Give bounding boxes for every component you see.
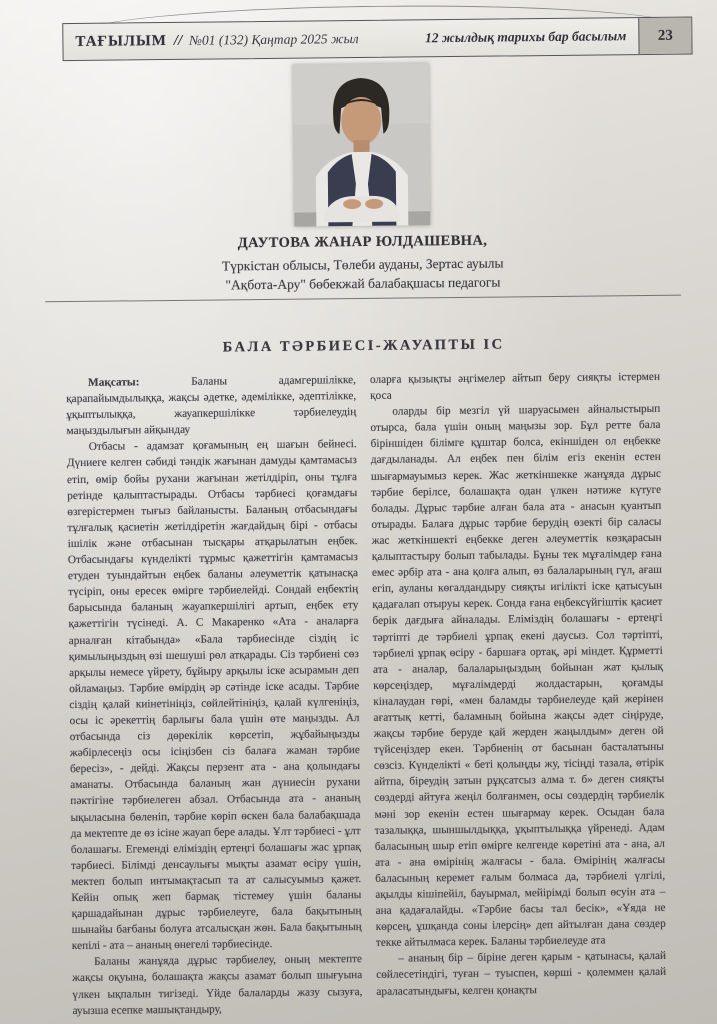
article-paragraph: Отбасы - адамзат қоғамының ең шағын бейнесі. Дүниеге келген сәбиді тәндік жағынан дамуды қамтамасыз етіп, өмір бойы рухани жағынан жетілдіріп, оны тұлға ретінде қалыптастырады. Отбасы тәрбиесі қоғамдағы өзгерістермен тығыз байланысты. Баланың отбасындағы тұлғалық қасиетін жетілдіретін жағдайдың бірі - отбасы ішілік және отбасынан тысқары атқарылатын еңбек. Отбасындағы күнделікті тұрмыс қажеттігін қамтамасыз етуден туындайтын еңбек баланы әлеуметтік қатынасқа түсіріп, оны ересек өмірге тәрбиелейді. Сондай еңбектің барысында баланың жауапкершілігі артып, еңбек ету қажеттігін түсінеді. А. С Макаренко «Ата - аналарға арналған кітабында» «Бала тәрбиесінде сіздің іс қимылыңыздың өзі шешуші рөл атқарады. Сіз тәрбиені сөз арқылы немесе үйрету, бұйыру арқылы іске асырамын деп ойламаңыз. Тәрбие өмірдің әр сәтінде іске асады. Тәрбие сіздің қалай киінетініңіз, сөйлейтініңіз, қалай күлгеніңіз, осы іс әрекеттің барлығы бала үшін өте маңызды. Ал отбасында сіз дөрекілік көрсетіп, жұбайыңызды жәбірлесеңіз осы ісіңізбен сіз балаға жаман тәрбие бересіз», - дейді. Жақсы перзент ата - ана қолындағы аманаты. Отбасында баланың жан дүниесін рухани пәктігіне тәрбиелеген абзал. Отбасында ата - ананың ықыласына бөленіп, тәрбие көріп өскен бала балабақшада да мектепте де өз ісіне жауап бере алады. Ұлт тәрбиесі - ұлт болашағы. Егеменді еліміздің ертеңгі болашағы жас ұрпақ тәрбиесі. Білімді денсаулығы мықты азамат өсіру үшін, мектеп болып интымақтасып та ат салысуымыз қажет. Кейін опық жеп бармақ тістемеу үшін баланы қаршадайынан дұрыс тәрбиелеуге, бала бақытының шынайы бағбаны болуға атсалысқан жөн. Бала бақытының кепілі - ата – ананың өнегелі тәрбиесінде.: [66, 438, 362, 953]
author-block: [62, 231, 663, 296]
goal-paragraph: [66, 372, 357, 439]
article-title: БАЛА ТӘРБИЕСІ-ЖАУАПТЫ ІС: [222, 336, 505, 356]
author-position: "Ақбота-Ару" бөбекжай балабақшасы педагогы: [225, 274, 501, 293]
article-paragraph: оларды бір мезгіл үй шаруасымен айналыстырып отырса, бала үшін оның маңызы зор. Бұл ретте бала біріншіден білімге құштар болса, екіншіден ол еңбекке дағдыланады. Ал еңбек пен білім егіз екенін естен шығармауымыз керек. Жас жеткіншекке жанұяда дұрыс тәрбие берілсе, болашақта одан үлкен нәтиже күтуге болады. Дұрыс тәрбие алған бала ата - анасын қуантып отырады. Балаға дұрыс тәрбие берудің өзекті бір саласы жас жеткіншекті еңбекке деген әлеуметтік көзқарасын қалыптастыру болып табылады. Бұны тек мұғалімдер ғана емес әрбір ата - ана қолға алып, өз балаларының гүл, ағаш егіп, ауланы көгалдандыру сияқты игілікті іске қатысуын қадағалап отыруы керек. Сонда ғана еңбексүйгіштік қасиет берік дағдыға айналады. Еліміздің болашағы - ертеңгі тәртіпті де тәрбиелі ұрпақ екені даусыз. Сол тәртіпті, тәрбиелі ұрпақ өсіру - баршаға ортақ, әрі міндет. Құрметті ата - аналар, балаларыңыздың бойынан жат қылық көрсеңіздер, мұғалімдерді жолдастарын, қоғамды кіналаудан гөрі, «мен баламды тәрбиелеуде қай жерінен ағаттық кетті, баламның бойына жақсы әдет сіңіруде, жақсы тәрбие беруде қай жерден жаңылдым» деген ой түйсеңіздер екен. Тәрбиенің от басынан басталатыны сөзсіз. Күнделікті « беті қолыңды жу, тісіңді тазала, өтірік айтпа, біреудің затын рұқсатсыз алма т. б» деген сияқты сөздерді айтуға жеңіл болғанмен, осы сөздердің тәрбиелік мәні зор екенін естен шығармау керек. Осыдан бала тазалыққа, шыншылдыққа, ұқыптылыққа үйренеді. Адам баласының шыр етіп өмірге келгенде көретіні ата - ана, ал ата - ана өмірінің жалғасы - бала. Өмірінің жалғасы баласының керемет ғалым болмаса да, тәрбиелі үлгілі, ақылды кішіпейіл, бауырмал, мейірімді болып өсуін ата – ана қадағалайды. «Тәрбие басы тал бесік», «Ұяда не көрсең, ұшқанда соны ілерсің» деп айтылған дана сөздер текке айтылмаса керек. Баланы тәрбиелеуде ата: [370, 403, 666, 950]
masthead-title: ТАҒЫЛЫМ: [75, 32, 167, 50]
author-location: Түркістан облысы, Төлеби ауданы, Зертас ауылы: [221, 255, 504, 274]
author-photo: [293, 63, 431, 226]
article-paragraph: Баланы жанұяда дұрыс тәрбиелеу, оның мектепте жақсы оқуына, болашақта жақсы азамат болып шығуына үлкен ықпалын тигізеді. Үйде балаларды жазу сызуға, ауызша есепке машықтандыру,: [72, 953, 363, 1017]
left-column: [66, 372, 363, 1021]
header-tagline: 12 жылдық тарихы бар басылым: [425, 28, 627, 46]
author-name: ДАУТОВА ЖАНАР ЮЛДАШЕВНА,: [237, 232, 488, 252]
section-divider: [45, 295, 681, 303]
page-number: 23: [638, 18, 691, 55]
goal-text: Баланы адамгершілікке, қарапайымдылыққа, жақсы әдетке, әдемілікке, әдептілікке, ұқыптылыққа, жауапкершілікке тәрбиелеудің маңыздылығын айқындау: [66, 374, 357, 438]
masthead-separator: //: [173, 32, 183, 49]
article-body: [66, 369, 667, 1021]
right-column: [370, 369, 667, 1018]
header-left: [63, 20, 425, 60]
portrait-illustration: [293, 63, 431, 226]
issue-info: №01 (132) Қаңтар 2025 жыл: [189, 31, 359, 48]
article-paragraph: оларға қызықты әңгімелер айтып беру сияқты істермен қоса: [369, 370, 661, 402]
newspaper-header: [62, 17, 692, 62]
article-paragraph: – ананың бір – біріне деген қарым - қатынасы, қалай сөйлесетіндігі, туған – туыспен, көрші - қолеммен қалай араласатындығы, келген қонақты: [376, 950, 667, 998]
goal-label: Мақсаты:: [87, 376, 140, 389]
